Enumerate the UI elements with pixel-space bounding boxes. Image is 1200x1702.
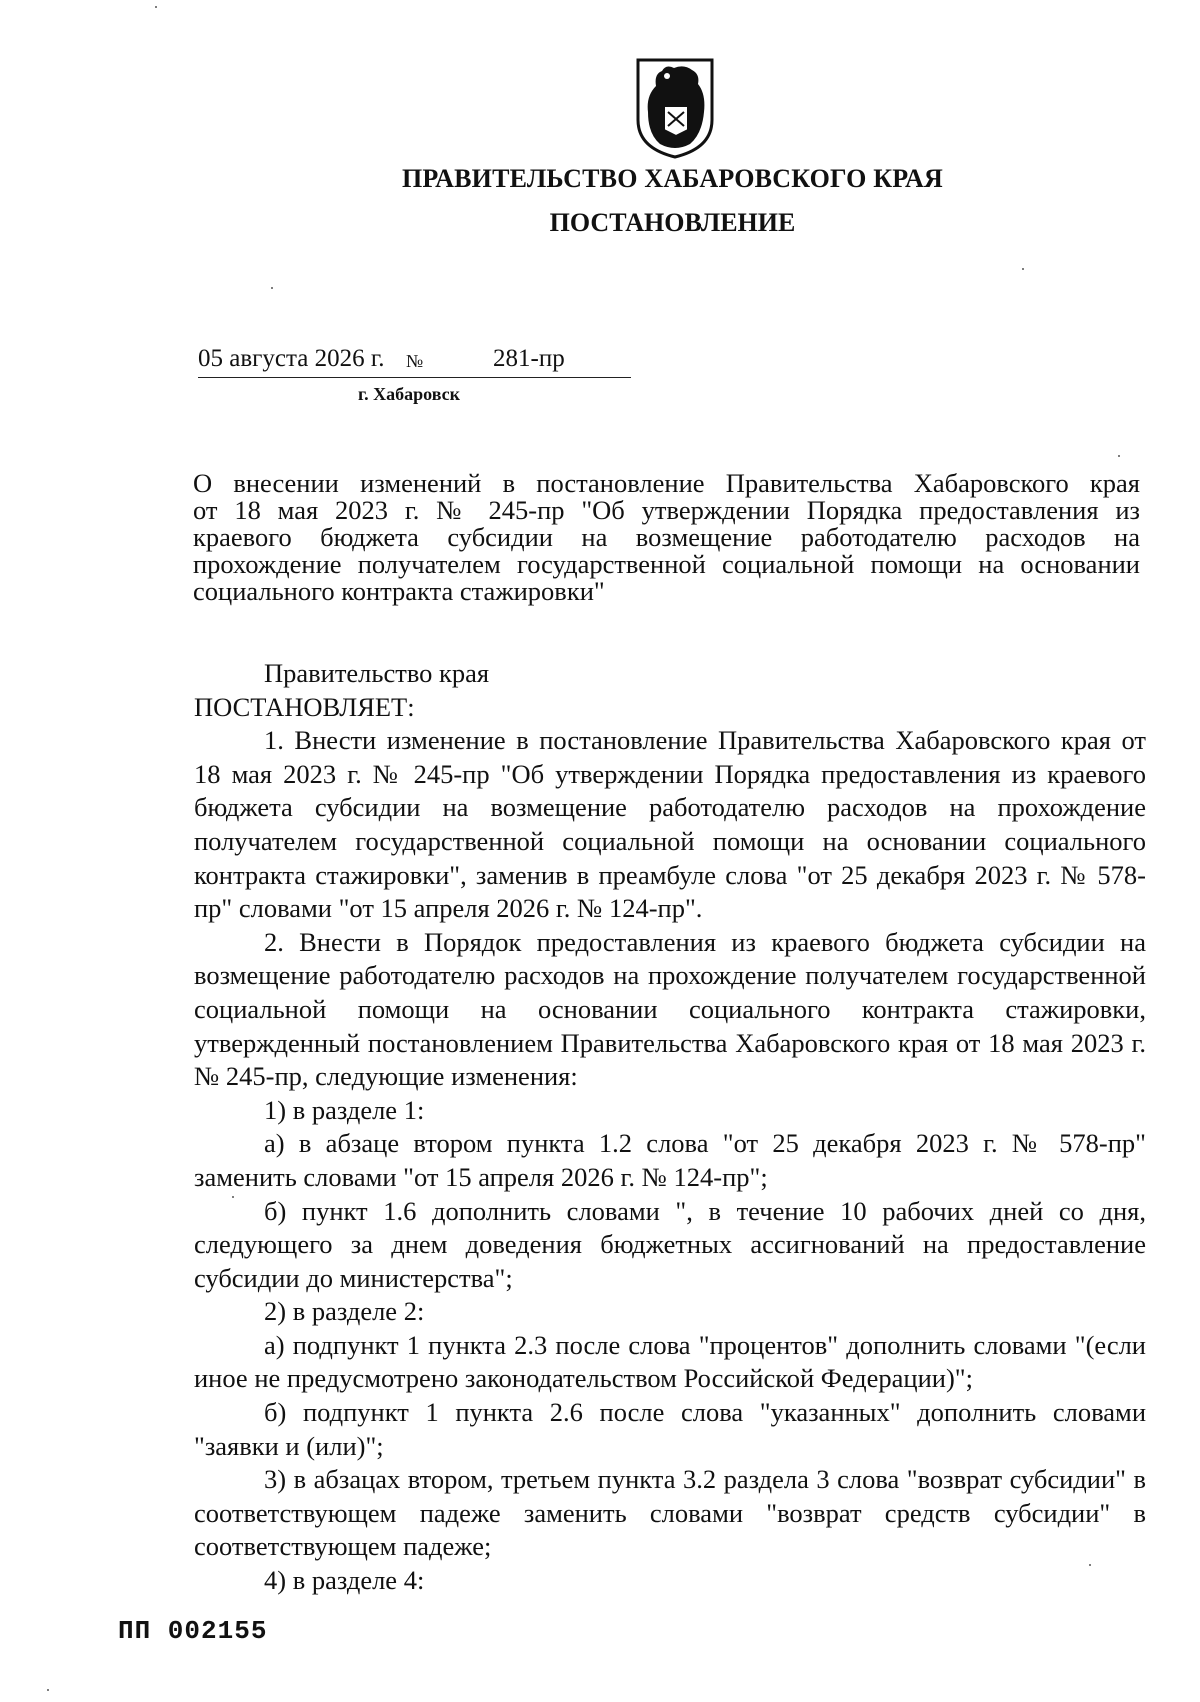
scan-speck	[155, 6, 157, 8]
heading-line: от 18 мая 2023 г. № 245-пр "Об утверждении Порядка предоставления из	[193, 495, 1140, 525]
scan-speck	[232, 1196, 234, 1198]
body-paragraph: 2. Внести в Порядок предоставления из краевого бюджета субсидии на возмещение работодателю расходов на прохождение получателем государственной социальной помощи на основании социального контракта стажировки, утвержденный постановлением Правительства Хабаровского края от 18 мая 2023 г. № 245-пр, следующие изменения:	[194, 926, 1146, 1092]
document-type: ПОСТАНОВЛЕНИЕ	[549, 208, 796, 237]
scan-speck	[1022, 268, 1024, 270]
form-code: ПП 002155	[118, 1616, 268, 1646]
document-date: 05 августа 2026 г.	[198, 345, 385, 372]
number-sign: №	[406, 351, 424, 371]
government-title: ПРАВИТЕЛЬСТВО ХАБАРОВСКОГО КРАЯ	[401, 164, 943, 193]
body-paragraph: 1) в разделе 1:	[264, 1094, 425, 1125]
document-number: 281-пр	[493, 345, 565, 372]
body-paragraph: ПОСТАНОВЛЯЕТ:	[194, 691, 415, 722]
scan-speck	[271, 287, 273, 289]
body-paragraph: б) пункт 1.6 дополнить словами ", в течение 10 рабочих дней со дня, следующего за днем доведения бюджетных ассигнований на предоставление субсидии до министерства";	[194, 1195, 1146, 1293]
body-paragraph: 1. Внести изменение в постановление Правительства Хабаровского края от 18 мая 2023 г. № 245-пр "Об утверждении Порядка предоставления из краевого бюджета субсидии на возмещение работодателю расходов на прохождение получателем государственной социальной помощи на основании социального контракта стажировки", заменив в преамбуле слова "от 25 декабря 2023 г. № 578-пр" словами "от 15 апреля 2026 г. № 124-пр".	[194, 725, 1146, 924]
body-paragraph: 3) в абзацах втором, третьем пункта 3.2 раздела 3 слова "возврат субсидии" в соответствующем падеже заменить словами "возврат средств субсидии" в соответствующем падеже;	[194, 1464, 1146, 1562]
scan-speck	[1089, 1564, 1091, 1566]
document-body	[194, 657, 1146, 1598]
document-city: г. Хабаровск	[358, 384, 461, 404]
document-heading	[193, 470, 1140, 605]
heading-line: прохождение получателем государственной социальной помощи на основании	[193, 549, 1140, 579]
scan-speck	[47, 1689, 49, 1691]
heading-line: краевого бюджета субсидии на возмещение работодателю расходов на	[193, 522, 1140, 552]
heading-line: О внесении изменений в постановление Правительства Хабаровского края	[193, 468, 1140, 498]
body-paragraph: а) в абзаце втором пункта 1.2 слова "от 25 декабря 2023 г. № 578-пр" заменить словами "от 15 апреля 2026 г. № 124-пр";	[194, 1128, 1146, 1192]
date-underline	[198, 377, 631, 378]
body-paragraph: а) подпункт 1 пункта 2.3 после слова "процентов" дополнить словами "(если иное не предусмотрено законодательством Российской Федерации)";	[194, 1329, 1146, 1394]
coat-of-arms-icon	[634, 56, 716, 160]
body-paragraph: 4) в разделе 4:	[264, 1565, 425, 1596]
scan-speck	[1118, 455, 1120, 457]
body-paragraph: 2) в разделе 2:	[264, 1296, 425, 1327]
heading-line: социального контракта стажировки"	[193, 576, 605, 606]
body-paragraph: Правительство края	[264, 658, 490, 688]
body-paragraph: б) подпункт 1 пункта 2.6 после слова "указанных" дополнить словами "заявки и (или)";	[194, 1397, 1146, 1461]
